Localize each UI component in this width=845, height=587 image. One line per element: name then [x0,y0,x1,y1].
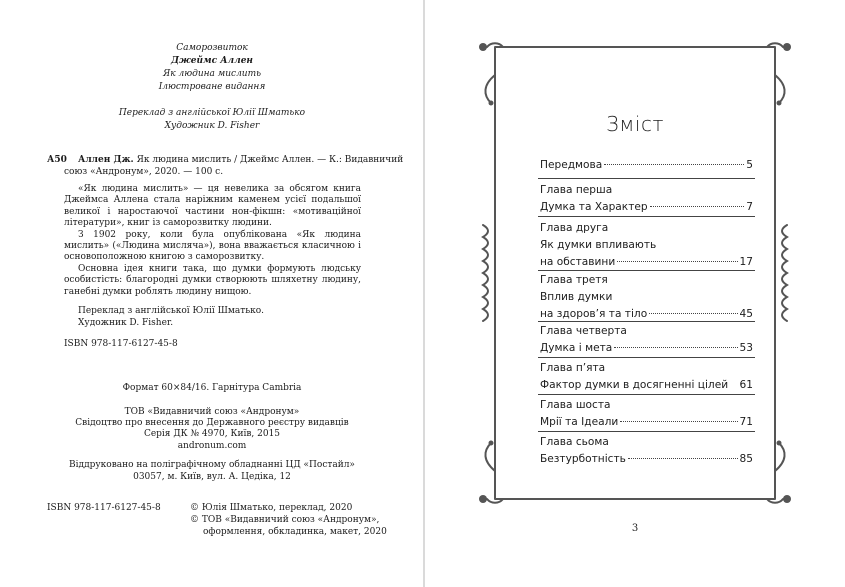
registry-series: Серія ДК № 4970, Київ, 2015 [143,429,281,439]
toc-entry-chapter-1: Глава перша Думка та Характер 7 [540,184,753,213]
publisher-name: ТОВ «Видавничий союз «Андронум» [124,407,300,417]
toc-entry-preface: Передмова 5 [540,159,753,171]
catalog-code: А50 [47,155,67,165]
page-number: 3 [631,523,639,534]
edition-label: Ілюстроване видання [158,82,266,92]
registry-certificate: Свідоцтво про внесення до Державного реєстру видавців [75,418,349,428]
toc-entry-chapter-2: Глава друга Як думки впливають на обставини 17 [540,222,753,268]
abstract-paragraph: «Як людина мислить» — ця невелика за обсягом книга Джеймса Аллена стала наріжним каменем усієї подальшої великої і наростаючої частини нон-фікшн: «мотиваційної літератури», книг із саморозвитку людини. [64,184,361,229]
publisher-website: andronum.com [177,441,247,451]
toc-separator [538,357,755,358]
copyright-line: оформлення, обкладинка, макет, 2020 [203,527,387,537]
copyright-line: © ТОВ «Видавничий союз «Андронум», [190,515,380,525]
printer-address: 03057, м. Київ, вул. А. Цедіка, 12 [133,472,291,482]
toc-separator [538,321,755,322]
artist-credit: Художник D. Fisher [164,121,260,131]
copyright-line: © Юлія Шматько, переклад, 2020 [190,503,353,513]
toc-entry-chapter-3: Глава третя Вплив думки на здоров’я та тіло 45 [540,274,753,320]
right-page [425,0,845,587]
toc-separator [538,216,755,217]
toc-title: Зміст [606,112,664,136]
toc-separator [538,394,755,395]
toc-entry-chapter-5: Глава п’ята Фактор думки в досягненні цілей 61 [540,362,753,391]
isbn-top: ISBN 978-117-6127-45-8 [64,339,178,349]
printer-line: Віддруковано на поліграфічному обладнанні ЦД «Постайл» [69,460,355,470]
series-name: Саморозвиток [176,43,248,53]
toc-separator [538,431,755,432]
abstract-paragraph: З 1902 року, коли була опублікована «Як людина мислить» («Людина мисляча»), вона вважається класичною і основоположною книгою з саморозвитку. [64,229,361,263]
catalog-line-2: союз «Андронум», 2020. — 100 с. [64,167,224,177]
toc-entry-chapter-6: Глава шоста Мрії та Ідеали 71 [540,399,753,428]
toc-separator [538,178,755,179]
book-title: Як людина мислить [162,69,262,79]
translation-credit: Переклад з англійської Юлії Шматько [118,108,306,118]
catalog-line: Аллен Дж. Як людина мислить / Джеймс Аллен. — К.: Видавничий [78,155,404,165]
artist-credit-repeat: Художник D. Fisher. [78,318,174,328]
author-name: Джеймс Аллен [171,56,253,66]
toc-entry-chapter-4: Глава четверта Думка і мета 53 [540,325,753,354]
translation-credit-repeat: Переклад з англійської Юлії Шматько. [78,306,265,316]
toc-separator [538,270,755,271]
toc-entry-chapter-7: Глава сьома Безтурботність 85 [540,436,753,465]
abstract [64,184,361,298]
abstract-paragraph: Основна ідея книги така, що думки формують людську особистість: благородні думки створюють шляхетну людину, ганебні думки роблять людину нищою. [64,263,361,297]
isbn-bottom: ISBN 978-117-6127-45-8 [47,503,161,513]
format-line: Формат 60×84/16. Гарнітура Cambria [122,383,302,393]
